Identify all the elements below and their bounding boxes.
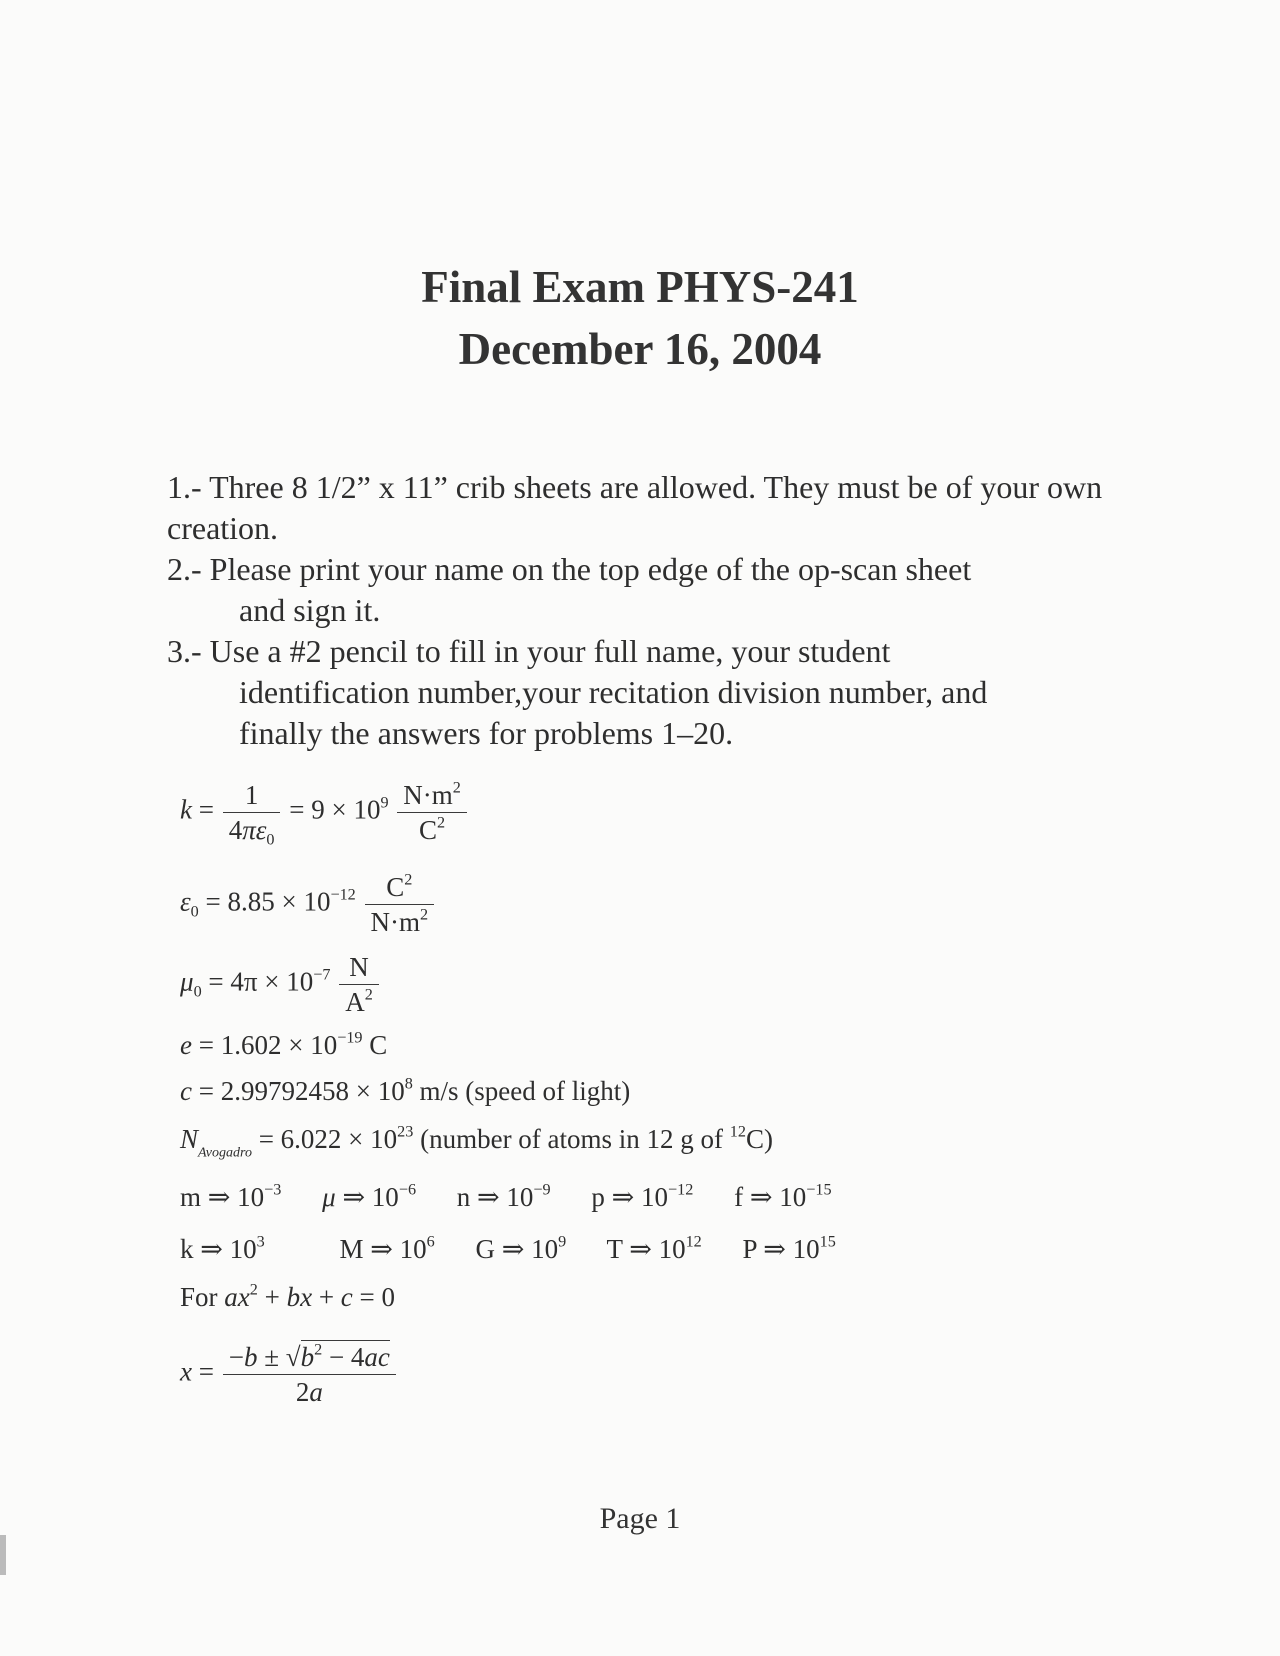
prefix-nano: n ⇒ $10^{-9}$ [456, 1180, 551, 1212]
prefix-milli: m ⇒ $10^{-3}$ [180, 1180, 282, 1212]
charge-value: 1.602 × 10 [220, 1030, 338, 1060]
light-exp: 8 [404, 1074, 413, 1093]
prefix-kilo: k ⇒ $10^3$ [180, 1232, 265, 1264]
coulomb-constant-formula: k = $\frac{1}{4\pi\varepsilon_0}$ = $9 \times 10^9$ $\frac{N\cdot m^2}{C^2}$ [180, 778, 469, 847]
coulomb-value: 9 × 10 [311, 794, 381, 825]
instruction-3-cont-a: identification number,your recitation division number, and [239, 674, 988, 710]
speed-of-light-formula: $c = 2.99792458 \times 10^8$ m/s (speed of light) [180, 1074, 631, 1106]
prefix-femto: f ⇒ $10^{-15}$ [734, 1180, 832, 1212]
permittivity-formula: $\varepsilon_0 = 8.85 \times 10^{-12}$ $\frac{C^2}{N\cdot m^2}$ [180, 870, 436, 939]
prefix-giga: G ⇒ $10^9$ [475, 1232, 567, 1264]
prefix-mega: M ⇒ $10^6$ [339, 1232, 435, 1264]
avogadro-exp: 23 [397, 1122, 414, 1141]
charge-unit: C [369, 1030, 388, 1060]
prefix-micro: μ ⇒ $10^{-6}$ [322, 1180, 417, 1212]
epsilon-value: 8.85 × 10 [227, 886, 331, 917]
exam-date: December 16, 2004 [458, 324, 822, 374]
epsilon-exp: −12 [330, 885, 356, 904]
avogadro-formula: $N_{Avogadro} = 6.022 \times 10^{23}$ (number of atoms in 12 g of $^{12}$C) [180, 1122, 773, 1161]
instruction-1: 1.- Three 8 1/2” x 11” crib sheets are allowed. They must be of your own creation. [167, 469, 1103, 546]
scan-edge-mark [0, 1535, 6, 1575]
quadratic-formula: x = $\frac{-b \pm √b^2 - 4ac}{2a}$ [180, 1340, 398, 1409]
coulomb-exp: 9 [380, 793, 389, 812]
mu-value: 4π × 10 [230, 966, 314, 997]
page-number: Page 1 [599, 1502, 681, 1535]
exam-title: Final Exam PHYS-241 [421, 262, 859, 312]
charge-exp: −19 [337, 1028, 363, 1047]
elementary-charge-formula: $e = 1.602 \times 10^{-19}$ C [180, 1028, 388, 1060]
permeability-formula: $\mu_0 = 4\pi \times 10^{-7}$ $\frac{N}{A^2}$ [180, 950, 381, 1019]
light-note: m/s (speed of light) [419, 1076, 631, 1106]
mu-exp: −7 [313, 965, 331, 984]
light-value: 2.99792458 × 10 [220, 1076, 405, 1106]
instruction-3-cont-b: finally the answers for problems 1–20. [239, 715, 734, 751]
quadratic-equation: For $ax^2$ + bx + c = 0 [180, 1280, 396, 1312]
instruction-2: 2.- Please print your name on the top edge of the op-scan sheet [167, 551, 972, 587]
instructions-list [167, 467, 1107, 754]
avogadro-end: C) [745, 1124, 773, 1154]
avogadro-isotope: 12 [729, 1122, 746, 1141]
avogadro-value: 6.022 × 10 [280, 1124, 398, 1154]
prefix-row-small [180, 1180, 832, 1214]
prefix-row-large [180, 1232, 836, 1266]
instruction-2-cont: and sign it. [239, 592, 381, 628]
avogadro-subscript: Avogadro [198, 1145, 252, 1161]
prefix-tera: T ⇒ $10^{12}$ [606, 1232, 702, 1264]
avogadro-note: (number of atoms in 12 g of [420, 1124, 730, 1154]
prefix-pico: p ⇒ $10^{-12}$ [591, 1180, 694, 1212]
quadratic-for-label: For [180, 1282, 218, 1312]
prefix-peta: P ⇒ $10^{15}$ [742, 1232, 836, 1264]
instruction-3: 3.- Use a #2 pencil to fill in your full name, your student [167, 633, 891, 669]
